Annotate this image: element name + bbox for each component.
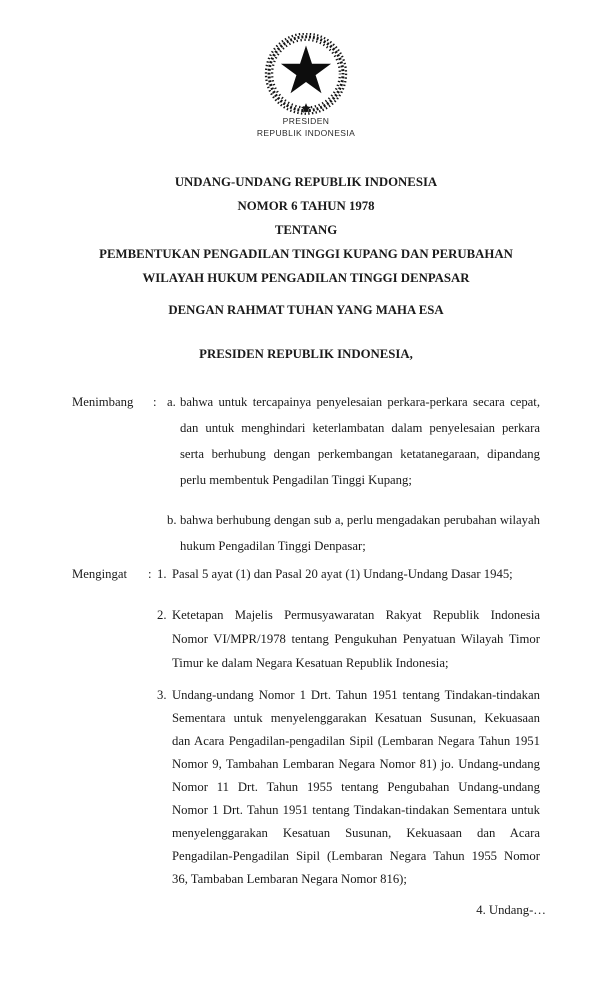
item-marker: 3. <box>157 688 167 702</box>
doc-line: Timur ke dalam Negara Kesatuan Republik Indonesia; <box>172 656 449 670</box>
item-marker: a. <box>167 395 176 409</box>
doc-line: Nomor 9, Tambahan Lembaran Negara Nomor 81) jo. Undang-undang <box>172 757 540 771</box>
mengingat-item-3 <box>157 684 540 891</box>
title-line-3: TENTANG <box>274 223 338 237</box>
doc-line: perlu membentuk Pengadilan Tinggi Kupang; <box>180 473 412 487</box>
doc-line: Pasal 5 ayat (1) dan Pasal 20 ayat (1) Undang-Undang Dasar 1945; <box>172 567 513 581</box>
doc-line: menyelenggarakan Kesatuan Susunan, Kekuasaan dan Acara <box>172 826 540 840</box>
presidential-star-wreath-icon <box>262 33 350 117</box>
doc-line: hukum Pengadilan Tinggi Denpasar; <box>180 539 366 553</box>
presiden-label: PRESIDEN <box>282 116 330 126</box>
doc-line: Ketetapan Majelis Permusyawaratan Rakyat Republik Indonesia <box>172 608 540 622</box>
doc-line: dan untuk menghindari keterlambatan dalam penyelesaian perkara <box>180 421 540 435</box>
mengingat-colon: : <box>148 567 152 581</box>
mengingat-section <box>72 561 540 891</box>
menimbang-item-b <box>167 507 540 559</box>
invocation-line: DENGAN RAHMAT TUHAN YANG MAHA ESA <box>168 303 444 317</box>
doc-line: bahwa untuk tercapainya penyelesaian perkara-perkara secara cepat, <box>180 395 540 409</box>
mengingat-label: Mengingat <box>72 567 127 581</box>
doc-line: Sementara untuk menyelenggarakan Kesatuan Susunan, Kekuasaan <box>172 711 540 725</box>
emblem-header <box>0 33 612 121</box>
doc-line: Nomor 1 Drt. Tahun 1951 tentang Tindakan-tindakan Sementara untuk <box>172 803 540 817</box>
menimbang-colon: : <box>153 395 157 409</box>
doc-line: dan Acara Pengadilan-pengadilan Sipil (Lembaran Negara Tahun 1951 <box>172 734 540 748</box>
menimbang-item-a <box>167 389 540 493</box>
doc-line: Undang-undang Nomor 1 Drt. Tahun 1951 tentang Tindakan-tindakan <box>172 688 540 702</box>
republik-indonesia-label: REPUBLIK INDONESIA <box>256 128 356 138</box>
document-title <box>0 170 612 290</box>
doc-line: bahwa berhubung dengan sub a, perlu mengadakan perubahan wilayah <box>180 513 540 527</box>
doc-line: Nomor 11 Drt. Tahun 1955 tentang Pengubahan Undang-undang <box>172 780 540 794</box>
doc-line: serta berhubung dengan perkembangan ketatanegaraan, dipandang <box>180 447 540 461</box>
item-marker: 2. <box>157 608 167 622</box>
menimbang-label: Menimbang <box>72 395 134 409</box>
mengingat-item-1 <box>157 561 540 587</box>
title-line-4: PEMBENTUKAN PENGADILAN TINGGI KUPANG DAN PERUBAHAN <box>99 247 513 261</box>
doc-line: Pengadilan-Pengadilan Sipil (Lembaran Negara Tahun 1955 Nomor <box>172 849 540 863</box>
title-line-1: UNDANG-UNDANG REPUBLIK INDONESIA <box>174 175 438 189</box>
mengingat-item-2 <box>157 603 540 675</box>
item-marker: b. <box>167 513 177 527</box>
menimbang-section <box>72 389 540 559</box>
item-marker: 1. <box>157 567 167 581</box>
continuation-marker: 4. Undang-… <box>476 903 546 917</box>
emblem-caption <box>0 115 612 139</box>
title-line-5: WILAYAH HUKUM PENGADILAN TINGGI DENPASAR <box>142 271 470 285</box>
title-line-2: NOMOR 6 TAHUN 1978 <box>237 199 375 213</box>
doc-line: 36, Tambaban Lembaran Negara Nomor 816); <box>172 872 407 886</box>
doc-line: Nomor VI/MPR/1978 tentang Pengukuhan Penyatuan Wilayah Timor <box>172 632 540 646</box>
authority-line: PRESIDEN REPUBLIK INDONESIA, <box>199 347 413 361</box>
